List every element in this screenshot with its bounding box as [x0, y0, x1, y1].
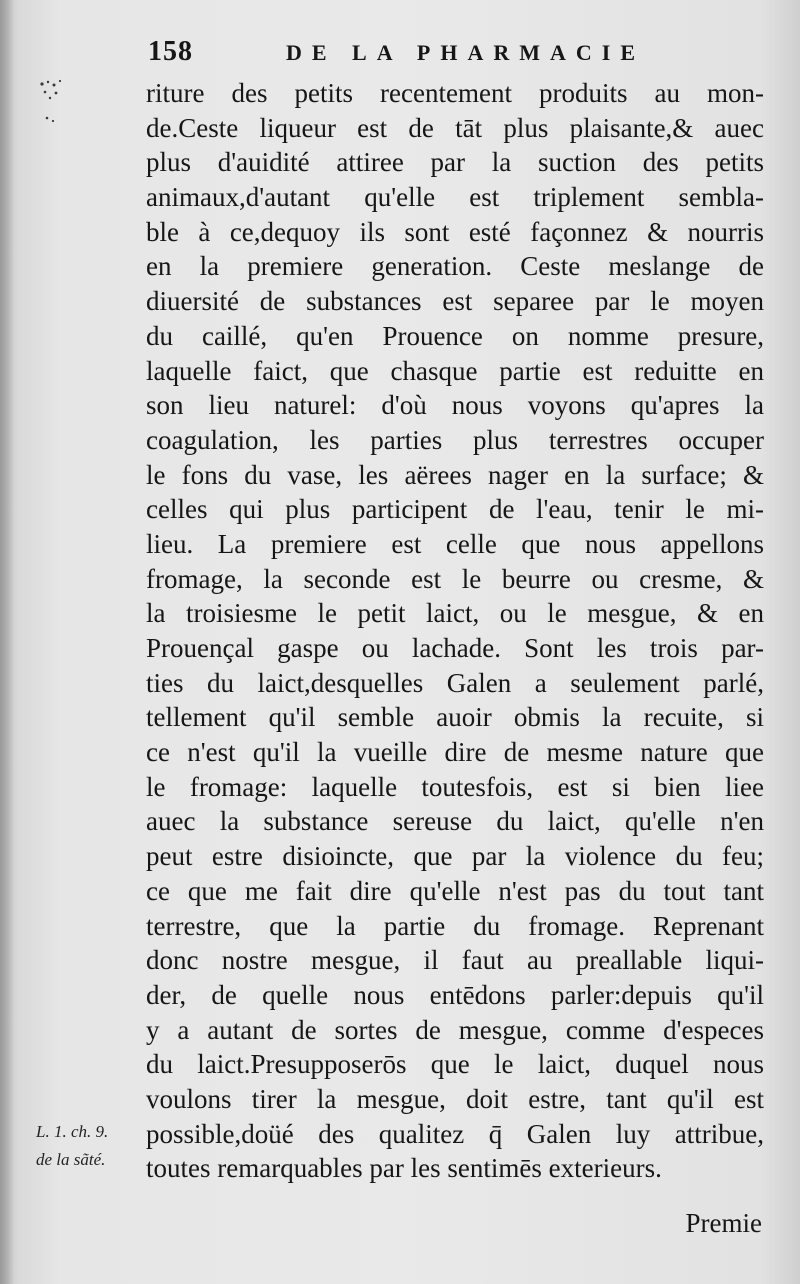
page-number: 158 — [148, 36, 193, 67]
text-line: celles qui plus participent de l'eau, tenir le mi- — [146, 494, 764, 525]
text-line: du laict.Presupposerōs que le laict, duquel nous — [146, 1049, 764, 1080]
text-line: ce que me fait dire qu'elle n'est pas du tout tant — [146, 875, 764, 906]
text-line: lieu. La premiere est celle que nous appellons — [146, 528, 764, 559]
text-line: toutes remarquables par les sentimēs exterieurs. — [146, 1153, 662, 1184]
body-text — [146, 76, 764, 1186]
text-line: tellement qu'il semble auoir obmis la recuite, si — [146, 702, 764, 733]
catchword: Premie — [685, 1208, 762, 1238]
text-line: ties du laict,desquelles Galen a seulement parlé, — [146, 667, 764, 698]
text-line: coagulation, les parties plus terrestres occuper — [146, 424, 764, 455]
text-line: fromage, la seconde est le beurre ou cresme, & — [146, 563, 764, 594]
text-line: son lieu naturel: d'où nous voyons qu'apres la — [146, 390, 764, 421]
margin-note — [36, 1118, 146, 1174]
text-line: terrestre, que la partie du fromage. Reprenant — [146, 910, 764, 941]
margin-note-line: L. 1. ch. 9. — [36, 1122, 109, 1141]
text-line: Prouençal gaspe ou lachade. Sont les trois par- — [146, 633, 764, 663]
text-line: auec la substance sereuse du laict, qu'elle n'en — [146, 806, 764, 837]
text-line: donc nostre mesgue, il faut au preallable liqui- — [146, 945, 764, 976]
page-header — [148, 32, 758, 68]
text-line: la troisiesme le petit laict, ou le mesgue, & en — [146, 598, 764, 629]
text-line: der, de quelle nous entēdons parler:depuis qu'il — [146, 979, 764, 1010]
text-line: diuersité de substances est separee par le moyen — [146, 286, 764, 317]
text-line: laquelle faict, que chasque partie est reduitte en — [146, 355, 764, 386]
text-line: possible,doüé des qualitez q̄ Galen luy attribue, — [146, 1118, 764, 1149]
text-line: ce n'est qu'il la vueille dire de mesme nature que — [146, 737, 764, 768]
text-line: ble à ce,dequoy ils sont esté façonnez & nourris — [146, 216, 764, 247]
text-line: le fons du vase, les aërees nager en la surface; & — [146, 459, 764, 490]
margin-note-line: de la sãté. — [36, 1150, 106, 1169]
running-title: DE LA PHARMACIE — [286, 40, 646, 65]
text-line: plus d'auidité attiree par la suction des petits — [146, 147, 764, 178]
text-line: en la premiere generation. Ceste meslange de — [146, 251, 764, 282]
text-line: le fromage: laquelle toutesfois, est si bien liee — [146, 771, 764, 802]
ink-blemish-mark — [36, 74, 66, 126]
text-line: du caillé, qu'en Prouence on nomme presure, — [146, 320, 764, 351]
text-line: animaux,d'autant qu'elle est triplement sembla- — [146, 182, 764, 213]
text-line: de.Ceste liqueur est de tāt plus plaisante,& auec — [146, 112, 764, 143]
text-line: riture des petits recentement produits au mon- — [146, 78, 764, 108]
gutter-shadow — [0, 0, 14, 1284]
text-line: peut estre disioincte, que par la violence du feu; — [146, 841, 764, 872]
text-line: y a autant de sortes de mesgue, comme d'especes — [146, 1014, 764, 1045]
text-line: voulons tirer la mesgue, doit estre, tant qu'il est — [146, 1083, 764, 1114]
